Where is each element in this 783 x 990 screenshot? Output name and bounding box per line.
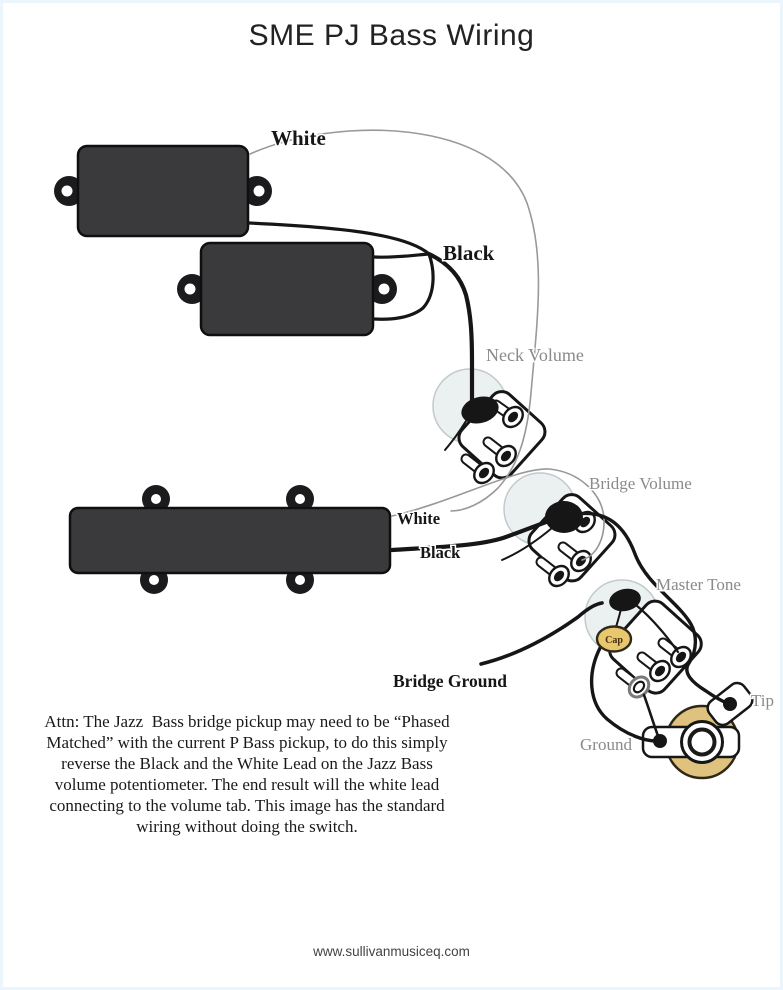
neck-volume-pot [433, 369, 550, 487]
label-neck-black: Black [443, 241, 495, 265]
wire-bridge-ground [481, 603, 602, 664]
label-bridge-ground: Bridge Ground [393, 671, 507, 691]
pickup-cover [201, 243, 373, 335]
pickup-cover [70, 508, 390, 573]
note-line: connecting to the volume tab. This image has the standard [49, 796, 445, 815]
note-line: Matched” with the current P Bass pickup, to do this simply [46, 733, 448, 752]
wiring-diagram [3, 3, 783, 990]
output-jack [643, 679, 756, 778]
label-neck-volume: Neck Volume [486, 345, 584, 365]
mounting-hole [151, 494, 161, 504]
note-line: Attn: The Jazz Bass bridge pickup may need to be “Phased [44, 712, 450, 731]
label-bridge-volume: Bridge Volume [589, 474, 692, 493]
capacitor [597, 627, 631, 652]
attention-note [29, 711, 465, 837]
mounting-hole [295, 575, 305, 585]
neck-pickup-lower-half [177, 243, 397, 335]
label-master-tone: Master Tone [656, 575, 741, 594]
mounting-hole [379, 284, 390, 295]
label-tip: Tip [751, 691, 775, 710]
page-title: SME PJ Bass Wiring [248, 19, 535, 52]
capacitor-label: Cap [605, 635, 623, 646]
label-neck-white: White [271, 126, 326, 150]
solder-blob-bridge [545, 501, 583, 533]
mounting-hole [185, 284, 196, 295]
label-jazz-white: White [397, 509, 441, 528]
jack-ground-dot [653, 734, 667, 748]
neck-pickup-upper-half [54, 146, 272, 236]
mounting-hole [62, 186, 73, 197]
jazz-bridge-pickup [70, 485, 390, 594]
jack-tip-dot [723, 697, 737, 711]
mounting-hole [149, 575, 159, 585]
mounting-hole [295, 494, 305, 504]
label-jazz-black: Black [420, 543, 461, 562]
wire-p2-black [374, 254, 429, 257]
footer-url: www.sullivanmusiceq.com [313, 944, 470, 959]
note-line: wiring without doing the switch. [136, 817, 358, 836]
jack-hole [690, 730, 715, 755]
note-line: volume potentiometer. The end result will the white lead [54, 775, 440, 794]
pickup-cover [78, 146, 248, 236]
mounting-hole [254, 186, 265, 197]
note-line: reverse the Black and the White Lead on the Jazz Bass [61, 754, 433, 773]
label-ground: Ground [580, 735, 632, 754]
